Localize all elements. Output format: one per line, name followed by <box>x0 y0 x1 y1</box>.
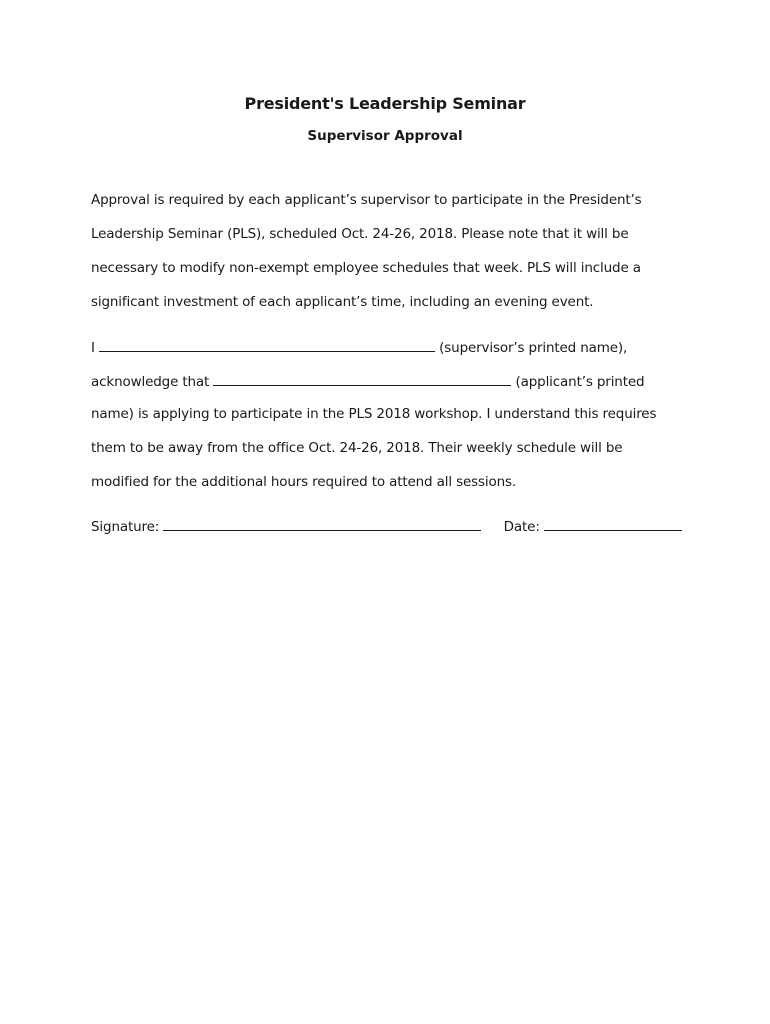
applicant-name-label: (applicant’s printed <box>515 374 645 390</box>
acknowledge-label: acknowledge that <box>91 374 210 390</box>
paragraph-1-line-3: necessary to modify non-exempt employee schedules that week. PLS will include a <box>91 260 641 276</box>
paragraph-2-line-4: them to be away from the office Oct. 24-26, 2018. Their weekly schedule will be <box>91 440 623 456</box>
paragraph-2-line-3: name) is applying to participate in the PLS 2018 workshop. I understand this requires <box>91 406 657 422</box>
signature-field[interactable] <box>163 518 481 531</box>
document-subtitle: Supervisor Approval <box>307 128 463 144</box>
paragraph-1-line-2: Leadership Seminar (PLS), scheduled Oct. 24-26, 2018. Please note that it will be <box>91 226 629 242</box>
signature-row <box>91 518 682 535</box>
signature-label: Signature: <box>91 519 160 535</box>
date-label: Date: <box>503 519 540 535</box>
paragraph-2-line-5: modified for the additional hours required to attend all sessions. <box>91 474 517 490</box>
paragraph-2-line-1 <box>91 339 627 356</box>
applicant-name-field[interactable] <box>213 373 511 386</box>
paragraph-1-line-1: Approval is required by each applicant’s supervisor to participate in the President’s <box>91 192 642 208</box>
supervisor-name-label: (supervisor’s printed name), <box>439 340 628 356</box>
date-field[interactable] <box>544 518 682 531</box>
paragraph-1-line-4: significant investment of each applicant’s time, including an evening event. <box>91 294 594 310</box>
document-title: President's Leadership Seminar <box>244 94 526 113</box>
paragraph-2-line-2 <box>91 373 644 390</box>
pronoun-label: I <box>91 340 95 356</box>
supervisor-name-field[interactable] <box>99 339 435 352</box>
